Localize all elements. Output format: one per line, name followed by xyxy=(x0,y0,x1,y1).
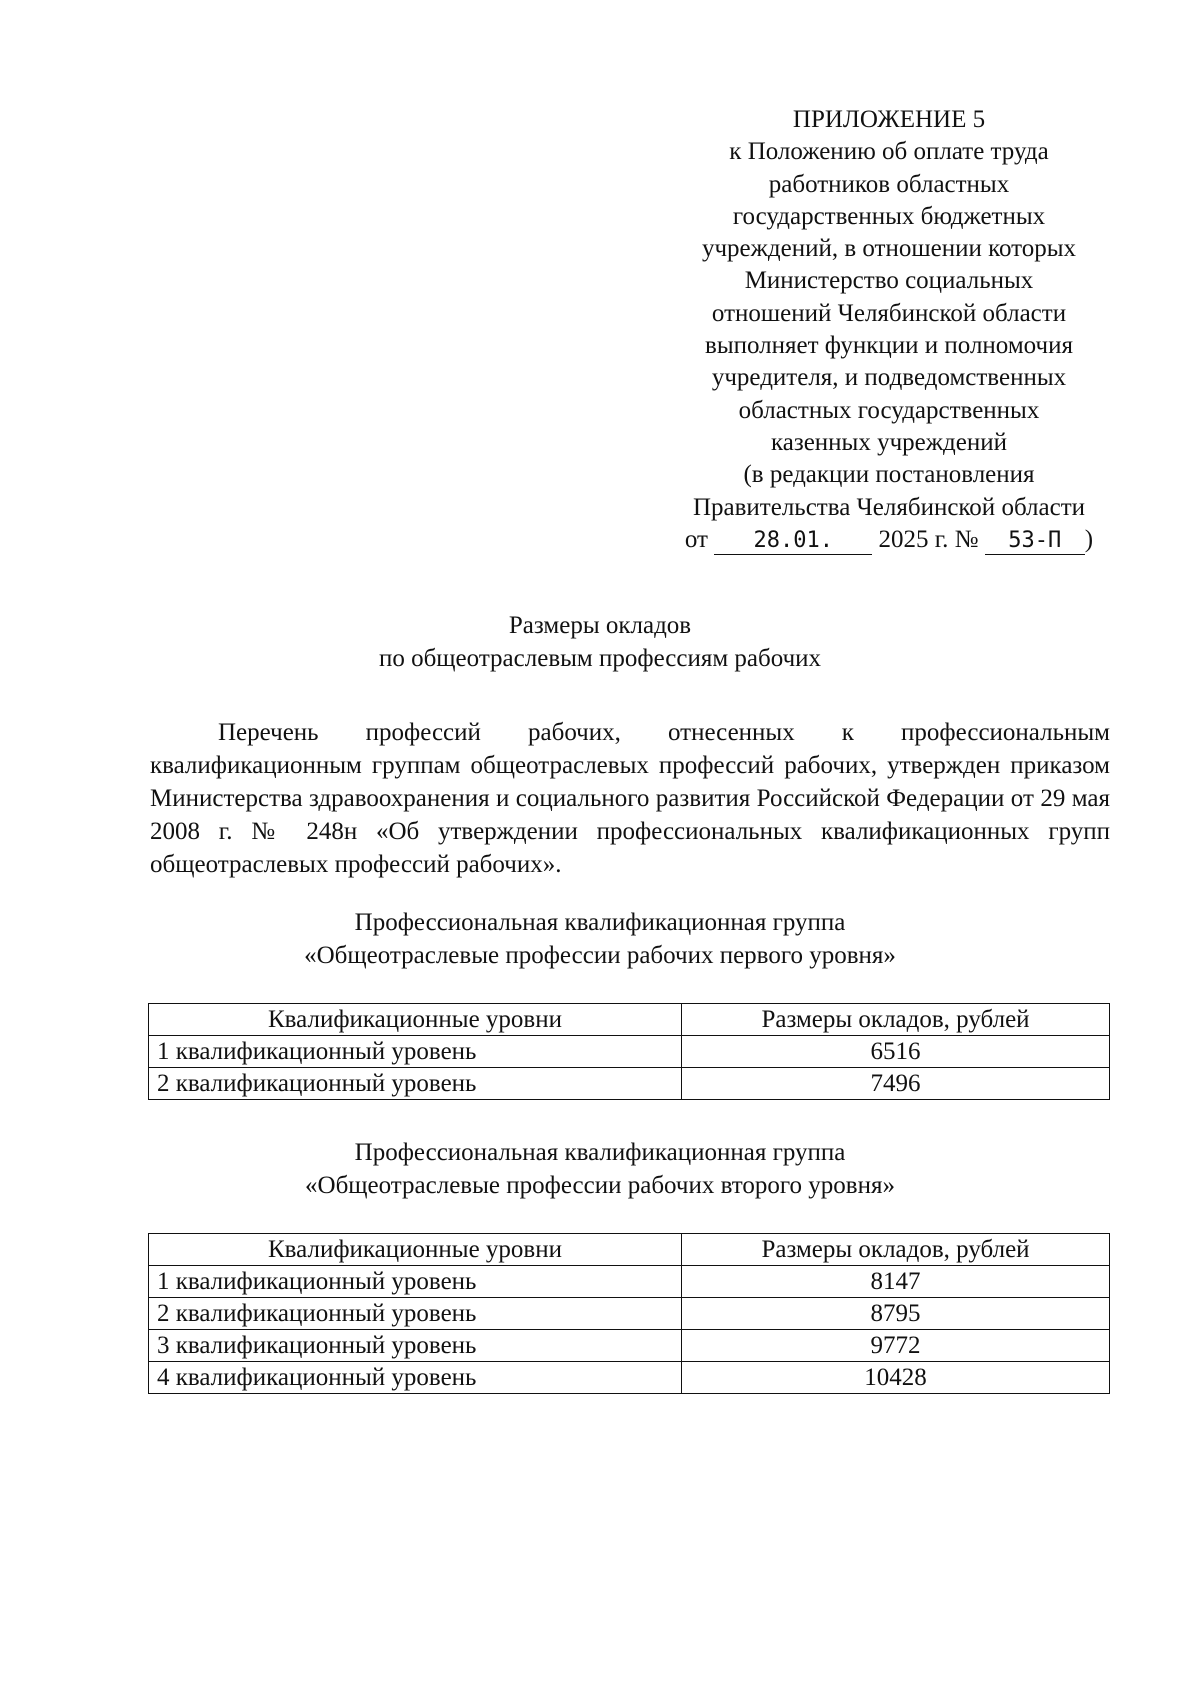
table-row xyxy=(149,1266,1110,1298)
appendix-header xyxy=(655,104,1123,556)
salary-table-first-level xyxy=(148,1003,1110,1100)
salary-cell: 9772 xyxy=(682,1330,1110,1362)
level-cell: 1 квалификационный уровень xyxy=(149,1266,682,1298)
level-cell: 4 квалификационный уровень xyxy=(149,1362,682,1394)
group-heading-second-level xyxy=(0,1136,1200,1202)
salary-cell: 8795 xyxy=(682,1298,1110,1330)
table-row xyxy=(149,1362,1110,1394)
column-header-salary: Размеры окладов, рублей xyxy=(682,1234,1110,1266)
salary-cell: 7496 xyxy=(682,1068,1110,1100)
salary-cell: 10428 xyxy=(682,1362,1110,1394)
intro-paragraph: Перечень профессий рабочих, отнесенных к профессиональным квалификационным группам общеотраслевых профессий рабочих, утвержден приказом Министерства здравоохранения и социального развития Российской Федерации от 29 мая 2008 г. № 248н «Об утверждении профессиональных квалификационных групп общеотраслевых профессий рабочих». xyxy=(150,719,1110,878)
appendix-line: работников областных xyxy=(768,170,1010,198)
column-header-salary: Размеры окладов, рублей xyxy=(682,1004,1110,1036)
table-row xyxy=(149,1068,1110,1100)
appendix-line: Министерство социальных xyxy=(744,267,1034,295)
table-header-row xyxy=(149,1234,1110,1266)
document-title xyxy=(0,610,1200,675)
level-cell: 2 квалификационный уровень xyxy=(149,1068,682,1100)
resolution-date: 28.01. xyxy=(714,528,872,555)
resolution-number: 53-П xyxy=(985,528,1085,555)
appendix-line: Правительства Челябинской области xyxy=(692,493,1086,521)
resolution-date-line xyxy=(655,524,1123,556)
column-header-levels: Квалификационные уровни xyxy=(149,1234,682,1266)
year-text: 2025 г. № xyxy=(878,525,979,553)
table-row xyxy=(149,1330,1110,1362)
appendix-line: к Положению об оплате труда xyxy=(729,138,1049,166)
table-row xyxy=(149,1036,1110,1068)
group-heading-line-1: Профессиональная квалификационная группа xyxy=(354,909,846,936)
appendix-line: областных государственных xyxy=(738,396,1040,424)
table-row xyxy=(149,1298,1110,1330)
group-heading-line-2: «Общеотраслевые профессии рабочих второго уровня» xyxy=(305,1172,895,1199)
appendix-line: учредителя, и подведомственных xyxy=(711,364,1067,392)
date-prefix: от xyxy=(684,525,708,553)
salary-cell: 8147 xyxy=(682,1266,1110,1298)
level-cell: 1 квалификационный уровень xyxy=(149,1036,682,1068)
appendix-line: учреждений, в отношении которых xyxy=(701,235,1077,263)
table-header-row xyxy=(149,1004,1110,1036)
level-cell: 2 квалификационный уровень xyxy=(149,1298,682,1330)
appendix-line: (в редакции постановления xyxy=(743,461,1035,489)
close-paren: ) xyxy=(1084,525,1094,553)
level-cell: 3 квалификационный уровень xyxy=(149,1330,682,1362)
appendix-line: отношений Челябинской области xyxy=(711,299,1067,327)
group-heading-line-2: «Общеотраслевые профессии рабочих первого уровня» xyxy=(304,942,896,969)
appendix-line: государственных бюджетных xyxy=(732,202,1046,230)
salary-cell: 6516 xyxy=(682,1036,1110,1068)
appendix-line: казенных учреждений xyxy=(770,428,1008,456)
appendix-line: ПРИЛОЖЕНИЕ 5 xyxy=(792,106,986,133)
appendix-line: выполняет функции и полномочия xyxy=(705,332,1073,360)
column-header-levels: Квалификационные уровни xyxy=(149,1004,682,1036)
group-heading-line-1: Профессиональная квалификационная группа xyxy=(354,1139,846,1166)
salary-table-second-level xyxy=(148,1233,1110,1394)
group-heading-first-level xyxy=(0,906,1200,972)
title-line-2: по общеотраслевым профессиям рабочих xyxy=(378,644,822,672)
title-line-1: Размеры окладов xyxy=(508,612,692,639)
